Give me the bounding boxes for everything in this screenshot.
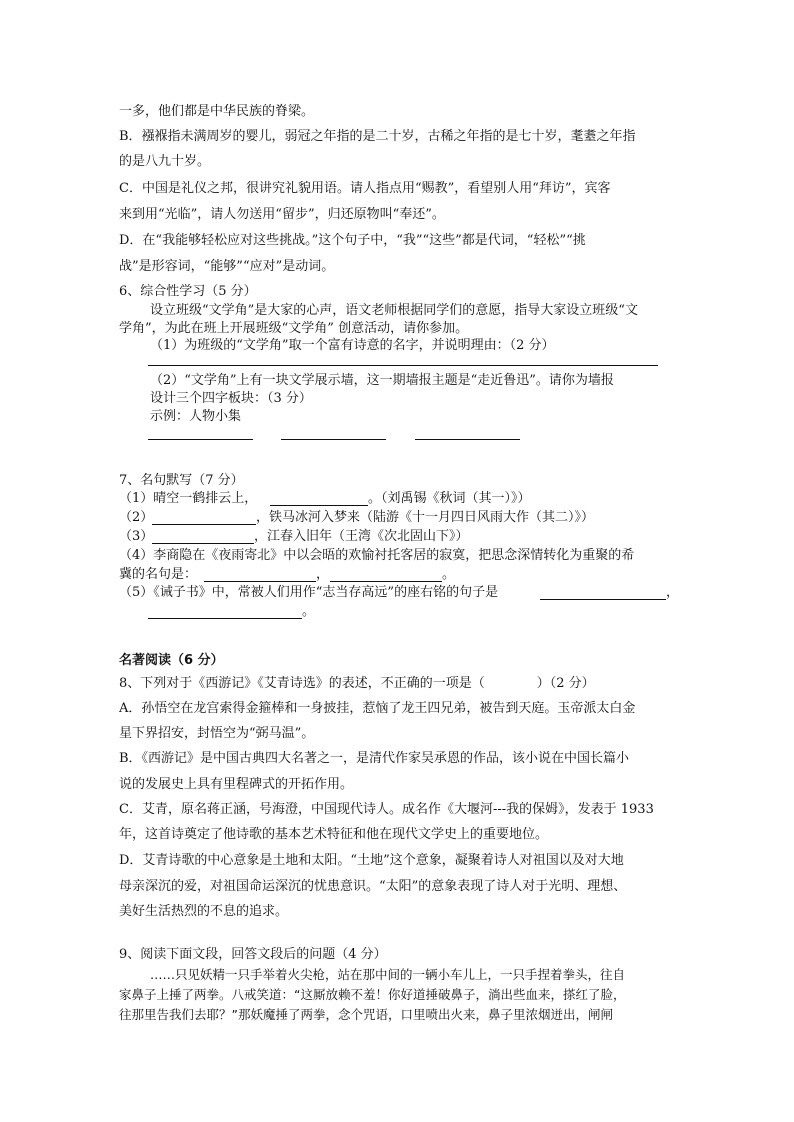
q7-item2-prefix: （2） (119, 510, 154, 525)
q7-item4-period: 。 (442, 567, 456, 582)
q6-board-blank-2[interactable] (281, 438, 386, 440)
q6-sub2-line1: （2）“文学角”上有一块文学展示墙，这一期墙报主题是“走近鲁迅”。请你为墙报 (150, 373, 614, 388)
q5-option-c-line1: C．中国是礼仪之邦，很讲究礼貌用语。请人指点用“赐教”，看望别人用“拜访”，宾客 (119, 181, 611, 196)
q7-item1-prefix: （1）晴空一鹤排云上， (119, 491, 258, 506)
q7-item1-suffix: 。（刘禹锡《秋词（其一）》） (368, 491, 531, 506)
q7-item4-blank-2[interactable] (330, 580, 442, 582)
classic-books-heading: 名著阅读（6 分） (119, 653, 224, 668)
q6-intro-line2: 学角”，为此在班上开展班级“文学角” 创意活动，请你参加。 (119, 321, 469, 336)
q9-passage-line2: 家鼻子上捶了两拳。八戒笑道：“这厮放赖不羞！你好道捶破鼻子，淌出些血来，搽红了脸， (119, 987, 626, 1002)
q5-option-a-continued: 一多，他们都是中华民族的脊梁。 (119, 104, 315, 119)
q9-passage-line1: ……只见妖精一只手举着火尖枪，站在那中间的一辆小车儿上，一只手捏着拳头，往自 (150, 967, 626, 982)
q6-title: 6、综合性学习（5 分） (119, 284, 257, 299)
q9-passage-line3: 往那里告我们去耶？”那妖魔捶了两拳，念个咒语，口里喷出火来，鼻子里浓烟迸出，闸闸 (119, 1007, 613, 1022)
q8-option-d-line1: D．艾青诗歌的中心意象是土地和太阳。“土地”这个意象，凝聚着诗人对祖国以及对大地 (119, 853, 624, 868)
q7-item1-blank[interactable] (270, 504, 368, 506)
q7-item5-prefix: （5）《诫子书》中，常被人们用作“志当存高远”的座右铭的句子是 (119, 585, 499, 600)
q8-option-b-line2: 说的发展史上具有里程碑式的开拓作用。 (119, 777, 354, 792)
q6-board-blank-3[interactable] (415, 438, 520, 440)
q7-item4-line1: （4）李商隐在《夜雨寄北》中以会晤的欢愉衬托客居的寂寞，把思念深情转化为重聚的希 (119, 548, 635, 563)
q7-item2-blank[interactable] (152, 523, 256, 525)
q7-item4-blank-1[interactable] (204, 580, 316, 582)
q5-option-b-line1: B．襁褓指未满周岁的婴儿，弱冠之年指的是二十岁，古稀之年指的是七十岁，耄耋之年指 (119, 129, 636, 144)
q6-sub2-line2: 设计三个四字板块：（3 分） (150, 391, 312, 406)
q8-stem: 8、下列对于《西游记》《艾青诗选》的表述，不正确的一项是（ ）（2 分） (119, 676, 595, 691)
q8-option-b-line1: B．《西游记》是中国古典四大名著之一，是清代作家吴承恩的作品，该小说在中国长篇小 (119, 751, 630, 766)
q6-sub1: （1）为班级的“文学角”取一个富有诗意的名字，并说明理由：（2 分） (150, 338, 555, 353)
q7-item5-blank-1[interactable] (540, 598, 666, 600)
q7-item3-blank[interactable] (152, 542, 254, 544)
q7-title: 7、名句默写（7 分） (119, 473, 244, 488)
q8-option-c-line1: C．艾青，原名蒋正涵，号海澄，中国现代诗人。成名作《大堰河---我的保姆》，发表于 1933 (119, 802, 654, 817)
q6-sub1-answer-line[interactable] (148, 364, 658, 366)
q9-stem: 9、阅读下面文段，回答文段后的问题（4 分） (119, 947, 387, 962)
q7-item4-prefix: 冀的名句是： (119, 567, 198, 582)
q8-option-d-line3: 美好生活热烈的不息的追求。 (119, 904, 289, 919)
q6-board-blank-1[interactable] (148, 438, 253, 440)
q7-item5-period: 。 (302, 604, 316, 619)
q7-item3-prefix: （3） (119, 529, 154, 544)
q5-option-d-line1: D．在“我能够轻松应对这些挑战。”这个句子中，“我”“这些”都是代词，“轻松”“挑 (119, 233, 586, 248)
q7-item5-comma: ， (666, 585, 680, 600)
q8-option-a-line1: A．孙悟空在龙宫索得金箍棒和一身披挂，惹恼了龙王四兄弟，被告到天庭。玉帝派太白金 (119, 701, 636, 716)
q6-intro-line1: 设立班级“文学角”是大家的心声，语文老师根据同学们的意愿，指导大家设立班级“文 (150, 303, 638, 318)
q7-item4-comma: ， (316, 567, 330, 582)
q6-example: 示例：人物小集 (150, 409, 242, 424)
q7-item5-blank-2[interactable] (148, 617, 302, 619)
q7-item2-suffix: ，铁马冰河入梦来（陆游《十一月四日风雨大作（其二）》） (256, 510, 595, 525)
q7-item3-suffix: ，江春入旧年（王湾《次北固山下》） (254, 529, 469, 544)
q5-option-b-line2: 的是八九十岁。 (119, 154, 211, 169)
q8-option-d-line2: 母亲深沉的爱，对祖国命运深沉的忧患意识。“太阳”的意象表现了诗人对于光明、理想、 (119, 879, 627, 894)
q8-option-c-line2: 年，这首诗奠定了他诗歌的基本艺术特征和他在现代文学史上的重要地位。 (119, 827, 549, 842)
q8-option-a-line2: 星下界招安，封悟空为“弼马温”。 (119, 726, 315, 741)
q5-option-c-line2: 来到用“光临”，请人勿送用“留步”，归还原物叫“奉还”。 (119, 207, 445, 222)
q5-option-d-line2: 战”是形容词，“能够”“应对”是动词。 (119, 259, 335, 274)
